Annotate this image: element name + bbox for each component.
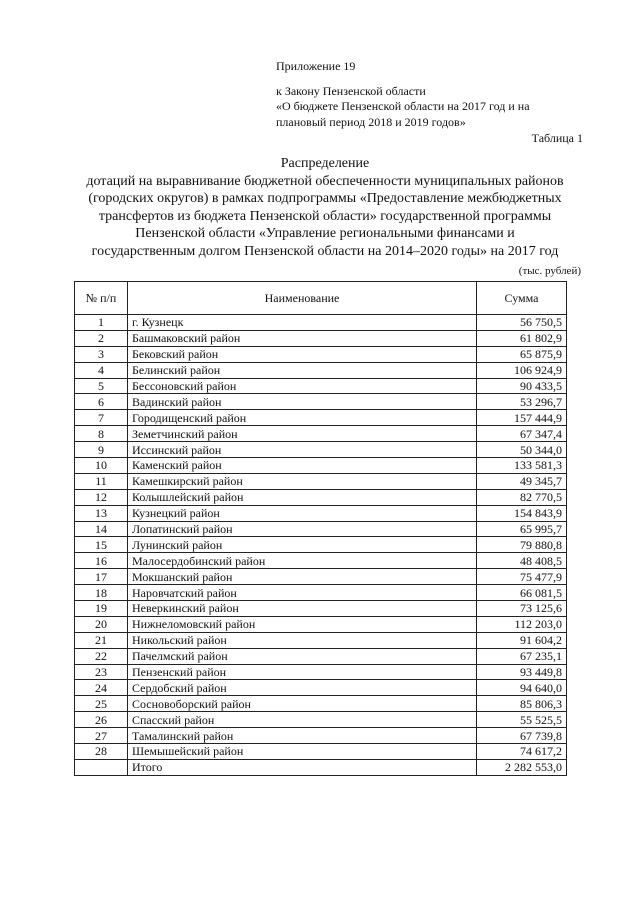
- table-row: [75, 410, 567, 426]
- table-row: [75, 696, 567, 712]
- title-line: Распределение: [280, 156, 370, 171]
- row-sum: 55 525,5: [477, 712, 567, 728]
- table-row: [75, 330, 567, 346]
- table-row: [75, 728, 567, 744]
- row-sum: 94 640,0: [477, 680, 567, 696]
- row-number: 14: [75, 521, 128, 537]
- title-line: трансфертов из бюджета Пензенской области» государственной программы: [98, 208, 552, 224]
- table-row: [75, 744, 567, 760]
- table-row: [75, 569, 567, 585]
- row-name: Белинский район: [128, 362, 477, 378]
- table-row: [75, 521, 567, 537]
- row-number: 20: [75, 616, 128, 632]
- row-sum: 53 296,7: [477, 394, 567, 410]
- table-row: [75, 426, 567, 442]
- row-number: 15: [75, 537, 128, 553]
- row-number: 11: [75, 473, 128, 489]
- row-name: Иссинский район: [128, 442, 477, 458]
- row-name: Сердобский район: [128, 680, 477, 696]
- title-line: Пензенской области «Управление региональными финансами и: [135, 226, 515, 241]
- row-name: Каменский район: [128, 458, 477, 474]
- row-name: Бековский район: [128, 346, 477, 362]
- row-sum: 93 449,8: [477, 664, 567, 680]
- row-sum: 49 345,7: [477, 473, 567, 489]
- row-sum: 157 444,9: [477, 410, 567, 426]
- table-row: [75, 601, 567, 617]
- table-row: [75, 458, 567, 474]
- row-name: Башмаковский район: [128, 330, 477, 346]
- row-name: Шемышейский район: [128, 744, 477, 760]
- row-number: 19: [75, 601, 128, 617]
- total-sum: 2 282 553,0: [477, 759, 567, 775]
- table-body: [75, 315, 567, 776]
- appendix-number: Приложение 19: [276, 59, 356, 73]
- row-name: г. Кузнецк: [128, 315, 477, 331]
- row-name: Мокшанский район: [128, 569, 477, 585]
- title-line: (городских округов) в рамках подпрограммы «Предоставление межбюджетных: [88, 191, 562, 206]
- header-name: Наименование: [128, 282, 477, 315]
- row-name: Земетчинский район: [128, 426, 477, 442]
- row-number: 7: [75, 410, 128, 426]
- row-sum: 65 875,9: [477, 346, 567, 362]
- row-number: 18: [75, 585, 128, 601]
- row-name: Пензенский район: [128, 664, 477, 680]
- row-sum: 133 581,3: [477, 458, 567, 474]
- row-number: 12: [75, 489, 128, 505]
- row-name: Нижнеломовский район: [128, 616, 477, 632]
- row-name: Кузнецкий район: [128, 505, 477, 521]
- row-sum: 82 770,5: [477, 489, 567, 505]
- row-name: Бессоновский район: [128, 378, 477, 394]
- row-sum: 154 843,9: [477, 505, 567, 521]
- row-sum: 79 880,8: [477, 537, 567, 553]
- row-sum: 67 235,1: [477, 648, 567, 664]
- title-line: государственным долгом Пензенской области на 2014–2020 годы» на 2017 год: [91, 243, 559, 259]
- row-number: 10: [75, 458, 128, 474]
- row-sum: 91 604,2: [477, 632, 567, 648]
- document-title: [38, 155, 612, 260]
- row-sum: 67 347,4: [477, 426, 567, 442]
- row-name: Сосновоборский район: [128, 696, 477, 712]
- row-sum: 75 477,9: [477, 569, 567, 585]
- table-header-row: [75, 282, 567, 315]
- table-row: [75, 489, 567, 505]
- total-row: [75, 759, 567, 775]
- appendix-line: плановый период 2018 и 2019 годов»: [276, 114, 466, 129]
- row-number: 9: [75, 442, 128, 458]
- table-row: [75, 712, 567, 728]
- row-number: 23: [75, 664, 128, 680]
- header-num: № п/п: [75, 282, 128, 315]
- appendix-block: [276, 59, 606, 130]
- table-row: [75, 680, 567, 696]
- row-number: 16: [75, 553, 128, 569]
- table-row: [75, 537, 567, 553]
- total-num-cell: [75, 759, 128, 775]
- row-number: 3: [75, 346, 128, 362]
- row-sum: 61 802,9: [477, 330, 567, 346]
- table-row: [75, 505, 567, 521]
- row-number: 21: [75, 632, 128, 648]
- table-row: [75, 632, 567, 648]
- header-sum: Сумма: [477, 282, 567, 315]
- row-number: 13: [75, 505, 128, 521]
- table-row: [75, 585, 567, 601]
- row-sum: 73 125,6: [477, 601, 567, 617]
- row-number: 24: [75, 680, 128, 696]
- row-sum: 90 433,5: [477, 378, 567, 394]
- table-row: [75, 648, 567, 664]
- row-name: Городищенский район: [128, 410, 477, 426]
- row-sum: 56 750,5: [477, 315, 567, 331]
- table-row: [75, 394, 567, 410]
- row-number: 1: [75, 315, 128, 331]
- row-name: Лопатинский район: [128, 521, 477, 537]
- table-row: [75, 362, 567, 378]
- row-name: Спасский район: [128, 712, 477, 728]
- subsidy-table: [74, 281, 567, 776]
- row-name: Неверкинский район: [128, 601, 477, 617]
- table-row: [75, 616, 567, 632]
- row-sum: 66 081,5: [477, 585, 567, 601]
- row-sum: 48 408,5: [477, 553, 567, 569]
- row-name: Никольский район: [128, 632, 477, 648]
- row-number: 5: [75, 378, 128, 394]
- row-name: Наровчатский район: [128, 585, 477, 601]
- row-number: 4: [75, 362, 128, 378]
- row-number: 2: [75, 330, 128, 346]
- table-row: [75, 473, 567, 489]
- units-label: (тыс. рублей): [518, 265, 581, 277]
- row-sum: 50 344,0: [477, 442, 567, 458]
- row-number: 26: [75, 712, 128, 728]
- table-row: [75, 664, 567, 680]
- row-sum: 67 739,8: [477, 728, 567, 744]
- table-row: [75, 442, 567, 458]
- row-name: Малосердобинский район: [128, 553, 477, 569]
- row-number: 8: [75, 426, 128, 442]
- row-number: 25: [75, 696, 128, 712]
- row-name: Камешкирский район: [128, 473, 477, 489]
- row-sum: 74 617,2: [477, 744, 567, 760]
- table-row: [75, 553, 567, 569]
- table-label: Таблица 1: [531, 131, 583, 145]
- row-name: Колышлейский район: [128, 489, 477, 505]
- row-number: 6: [75, 394, 128, 410]
- row-number: 17: [75, 569, 128, 585]
- row-name: Пачелмский район: [128, 648, 477, 664]
- total-label: Итого: [128, 759, 477, 775]
- row-name: Тамалинский район: [128, 728, 477, 744]
- table-row: [75, 315, 567, 331]
- row-number: 27: [75, 728, 128, 744]
- row-number: 28: [75, 744, 128, 760]
- row-sum: 106 924,9: [477, 362, 567, 378]
- row-name: Вадинский район: [128, 394, 477, 410]
- table-row: [75, 378, 567, 394]
- row-sum: 85 806,3: [477, 696, 567, 712]
- row-sum: 65 995,7: [477, 521, 567, 537]
- appendix-line: «О бюджете Пензенской области на 2017 год и на: [276, 99, 530, 113]
- title-line: дотаций на выравнивание бюджетной обеспеченности муниципальных районов: [86, 173, 564, 189]
- appendix-line: к Закону Пензенской области: [276, 83, 426, 98]
- table-row: [75, 346, 567, 362]
- row-name: Лунинский район: [128, 537, 477, 553]
- row-number: 22: [75, 648, 128, 664]
- row-sum: 112 203,0: [477, 616, 567, 632]
